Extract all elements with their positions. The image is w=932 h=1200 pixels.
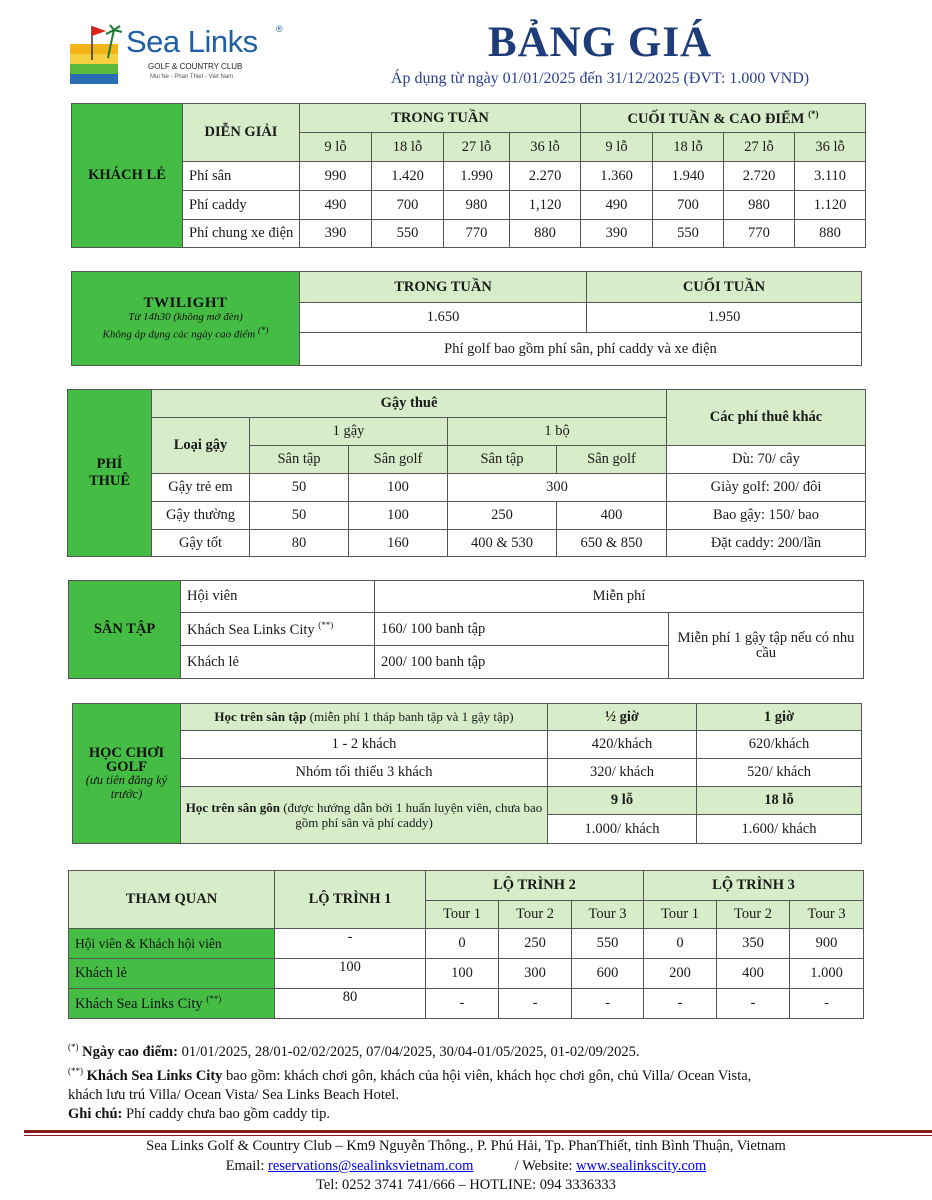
twilight-title: TWILIGHT <box>143 294 228 311</box>
san-tap-header: Sân tập <box>250 446 349 474</box>
price-cell: 550 <box>572 929 644 959</box>
price-cell: 1.120 <box>795 191 866 220</box>
price-cell: 250 <box>499 929 572 959</box>
price-cell: 980 <box>444 191 510 220</box>
row-label: Phí chung xe điện <box>183 220 300 248</box>
price-cell: 650 & 850 <box>557 530 667 557</box>
page-title: BẢNG GIÁ <box>487 19 713 66</box>
price-cell: 700 <box>372 191 444 220</box>
row-label: Khách lẻ <box>181 646 375 679</box>
price-cell: 490 <box>300 191 372 220</box>
eighteen-holes-header: 18 lỗ <box>697 787 862 815</box>
holes-header: 9 lỗ <box>300 133 372 162</box>
row-label: Phí sân <box>183 162 300 191</box>
price-cell: Miễn phí <box>375 581 864 613</box>
price-cell: 390 <box>581 220 653 248</box>
weekend-header: CUỐI TUẦN & CAO ĐIỂM (*) <box>581 104 866 133</box>
section-khach-le: KHÁCH LẺ <box>72 104 183 248</box>
twilight-weekday-price: 1.650 <box>300 303 587 333</box>
price-cell: - <box>644 989 717 1019</box>
loai-gay-header: Loại gậy <box>152 418 250 474</box>
price-cell: 550 <box>653 220 724 248</box>
table-row <box>73 759 862 787</box>
row-label: Gậy tốt <box>152 530 250 557</box>
sea-links-city-note-cont: khách lưu trú Villa/ Ocean Vista/ Sea Links Beach Hotel. <box>68 1086 399 1103</box>
other-fees-header: Các phí thuê khác <box>667 390 866 446</box>
price-cell: 1.600/ khách <box>697 815 862 844</box>
table-row <box>69 929 864 959</box>
price-cell: 400 <box>557 502 667 530</box>
twilight-time: Từ 14h30 (không mở đèn) <box>128 310 243 323</box>
price-cell: 1.940 <box>653 162 724 191</box>
price-cell: 1,120 <box>510 191 581 220</box>
footer-contact: Email: reservations@sealinksvietnam.com / Website: www.sealinkscity.com <box>225 1158 707 1174</box>
price-cell: 2.720 <box>724 162 795 191</box>
price-cell: 80 <box>275 989 426 1019</box>
footer-address: Sea Links Golf & Country Club – Km9 Nguyễn Thông., P. Phú Hải, Tp. PhanThiết, tỉnh Bình Thuận, Vietnam <box>146 1138 786 1154</box>
price-cell: - <box>790 989 864 1019</box>
twilight-exclusion: Không áp dụng các ngày cao điểm (*) <box>102 324 269 341</box>
table-row <box>69 581 864 613</box>
one-club-header: 1 gậy <box>250 418 448 446</box>
logo-subtitle: GOLF & COUNTRY CLUB <box>148 62 243 71</box>
table-row <box>68 502 866 530</box>
san-tap-table <box>68 580 864 679</box>
section-san-tap: SÂN TẬP <box>69 581 181 679</box>
san-golf-header: Sân golf <box>349 446 448 474</box>
holes-header: 18 lỗ <box>372 133 444 162</box>
free-club-note: Miễn phí 1 gậy tập nếu có nhu cầu <box>669 613 864 679</box>
route-3-header: LỘ TRÌNH 3 <box>644 871 864 901</box>
price-cell: 770 <box>724 220 795 248</box>
price-cell: 620/khách <box>697 731 862 759</box>
holes-header: 36 lỗ <box>795 133 866 162</box>
logo-location: Mui Ne - Phan Thiet - Viet Nam <box>150 74 234 80</box>
table-row <box>68 530 866 557</box>
one-set-header: 1 bộ <box>448 418 667 446</box>
tour-header: Tour 2 <box>717 901 790 929</box>
row-label: Khách lẻ <box>69 959 275 989</box>
one-hour-header: 1 giờ <box>697 704 862 731</box>
price-cell: - <box>275 929 426 959</box>
route-2-header: LỘ TRÌNH 2 <box>426 871 644 901</box>
table-row <box>72 220 866 248</box>
price-cell: 390 <box>300 220 372 248</box>
holes-header: 36 lỗ <box>510 133 581 162</box>
twilight-table <box>71 271 862 366</box>
price-cell: 100 <box>349 502 448 530</box>
section-phi-thue <box>68 390 152 557</box>
tour-header: Tour 1 <box>426 901 499 929</box>
price-cell: 900 <box>790 929 864 959</box>
section-label-line: PHÍ <box>96 456 123 472</box>
tour-header: Tour 3 <box>790 901 864 929</box>
price-cell: - <box>572 989 644 1019</box>
footer-divider <box>24 1130 932 1133</box>
price-cell: 1.000 <box>790 959 864 989</box>
row-label: 1 - 2 khách <box>181 731 548 759</box>
price-cell: 250 <box>448 502 557 530</box>
row-label: Gậy thường <box>152 502 250 530</box>
price-cell: 100 <box>349 474 448 502</box>
price-cell: 200 <box>644 959 717 989</box>
price-cell: 160 <box>349 530 448 557</box>
price-cell: 0 <box>644 929 717 959</box>
range-lesson-header: Học trên sân tập (miễn phí 1 tháp banh tập và 1 gậy tập) <box>181 704 548 731</box>
holes-header: 18 lỗ <box>653 133 724 162</box>
section-twilight <box>72 272 300 366</box>
price-cell: - <box>717 989 790 1019</box>
price-cell: 770 <box>444 220 510 248</box>
price-cell: 160/ 100 banh tập <box>375 613 669 646</box>
table-row <box>72 191 866 220</box>
golf-flag-logo-icon <box>68 24 124 86</box>
twilight-weekend-price: 1.950 <box>587 303 862 333</box>
footer-phone: Tel: 0252 3741 741/666 – HOTLINE: 094 3336333 <box>316 1177 616 1193</box>
row-label: Hội viên <box>181 581 375 613</box>
holes-header: 9 lỗ <box>581 133 653 162</box>
umbrella-fee: Dù: 70/ cây <box>667 446 866 474</box>
table-row <box>69 989 864 1019</box>
price-cell: 100 <box>426 959 499 989</box>
price-cell: 880 <box>510 220 581 248</box>
sea-links-city-note: (**) Khách Sea Links City bao gồm: khách chơi gôn, khách của hội viên, khách học chơi gôn, chủ Villa/ Ocean Vista, <box>68 1065 752 1084</box>
row-label: Hội viên & Khách hội viên <box>69 929 275 959</box>
table-row <box>69 959 864 989</box>
price-cell: 600 <box>572 959 644 989</box>
logo-brand-text: Sea Links <box>126 24 258 59</box>
page-subtitle: Áp dụng từ ngày 01/01/2025 đến 31/12/2025 (ĐVT: 1.000 VND) <box>390 70 810 87</box>
other-fee: Bao gậy: 150/ bao <box>667 502 866 530</box>
price-cell: 300 <box>448 474 667 502</box>
notes <box>68 1038 888 1124</box>
peak-days-note: (*) Ngày cao điểm: 01/01/2025, 28/01-02/02/2025, 07/04/2025, 30/04-01/05/2025, 01-02/09/2025. <box>68 1042 640 1060</box>
price-cell: 980 <box>724 191 795 220</box>
twilight-weekend-header: CUỐI TUẦN <box>587 272 862 303</box>
table-row <box>73 731 862 759</box>
twilight-weekday-header: TRONG TUẦN <box>300 272 587 303</box>
price-cell: 300 <box>499 959 572 989</box>
row-label: Gậy trẻ em <box>152 474 250 502</box>
price-cell: 400 & 530 <box>448 530 557 557</box>
price-cell: 80 <box>250 530 349 557</box>
price-cell: 1.420 <box>372 162 444 191</box>
website-link[interactable]: www.sealinkscity.com <box>576 1158 707 1174</box>
holes-header: 27 lỗ <box>724 133 795 162</box>
price-cell: 400 <box>717 959 790 989</box>
hoc-choi-golf-table <box>72 703 862 844</box>
other-fee: Đặt caddy: 200/lần <box>667 530 866 557</box>
price-cell: 320/ khách <box>548 759 697 787</box>
footer-divider <box>24 1135 932 1136</box>
price-cell: - <box>499 989 572 1019</box>
email-link[interactable]: reservations@sealinksvietnam.com <box>268 1158 474 1174</box>
price-cell: 1.360 <box>581 162 653 191</box>
san-tap-header: Sân tập <box>448 446 557 474</box>
price-cell: 490 <box>581 191 653 220</box>
row-label: Nhóm tối thiểu 3 khách <box>181 759 548 787</box>
holes-header: 27 lỗ <box>444 133 510 162</box>
price-cell: 200/ 100 banh tập <box>375 646 669 679</box>
phi-thue-table <box>67 389 866 557</box>
caddy-tip-note: Ghi chú: Phí caddy chưa bao gồm caddy tip. <box>68 1105 330 1122</box>
row-label: Khách Sea Links City (**) <box>69 989 275 1019</box>
tour-header: Tour 3 <box>572 901 644 929</box>
san-golf-header: Sân golf <box>557 446 667 474</box>
tour-header: Tour 1 <box>644 901 717 929</box>
nine-holes-header: 9 lỗ <box>548 787 697 815</box>
section-label-line: HỌC CHƠI <box>88 745 165 761</box>
dien-giai-header: DIỄN GIẢI <box>183 104 300 162</box>
tour-header: Tour 2 <box>499 901 572 929</box>
course-lesson-header: Học trên sân gôn (được hướng dẫn bởi 1 huấn luyện viên, chưa bao gồm phí sân và phí caddy) <box>181 787 548 844</box>
route-1-header: LỘ TRÌNH 1 <box>275 871 426 929</box>
gay-thue-header: Gậy thuê <box>152 390 667 418</box>
row-label: Phí caddy <box>183 191 300 220</box>
price-cell: 1.000/ khách <box>548 815 697 844</box>
price-cell: 420/khách <box>548 731 697 759</box>
other-fee: Giày golf: 200/ đôi <box>667 474 866 502</box>
weekday-header: TRONG TUẦN <box>300 104 581 133</box>
price-cell: 3.110 <box>795 162 866 191</box>
price-cell: 50 <box>250 474 349 502</box>
price-cell: 520/ khách <box>697 759 862 787</box>
tham-quan-table <box>68 870 864 1019</box>
price-cell: 100 <box>275 959 426 989</box>
price-cell: 0 <box>426 929 499 959</box>
table-row <box>68 474 866 502</box>
price-cell: 350 <box>717 929 790 959</box>
table-row <box>72 162 866 191</box>
twilight-note: Phí golf bao gồm phí sân, phí caddy và xe điện <box>300 333 862 366</box>
price-cell: - <box>426 989 499 1019</box>
tham-quan-header: THAM QUAN <box>69 871 275 929</box>
trademark-mark: ® <box>276 24 283 34</box>
section-label-line: GOLF <box>105 759 148 775</box>
price-cell: 880 <box>795 220 866 248</box>
price-cell: 1.990 <box>444 162 510 191</box>
price-cell: 50 <box>250 502 349 530</box>
price-cell: 2.270 <box>510 162 581 191</box>
half-hour-header: ½ giờ <box>548 704 697 731</box>
price-cell: 700 <box>653 191 724 220</box>
khach-le-table <box>71 103 866 248</box>
section-label-line: THUÊ <box>88 473 131 489</box>
section-hoc-choi-golf <box>73 704 181 844</box>
row-label: Khách Sea Links City (**) <box>181 613 375 646</box>
price-cell: 550 <box>372 220 444 248</box>
table-row <box>69 613 864 646</box>
price-cell: 990 <box>300 162 372 191</box>
sea-links-logo <box>68 22 283 88</box>
section-note: (ưu tiên đăng ký trước) <box>85 773 168 801</box>
